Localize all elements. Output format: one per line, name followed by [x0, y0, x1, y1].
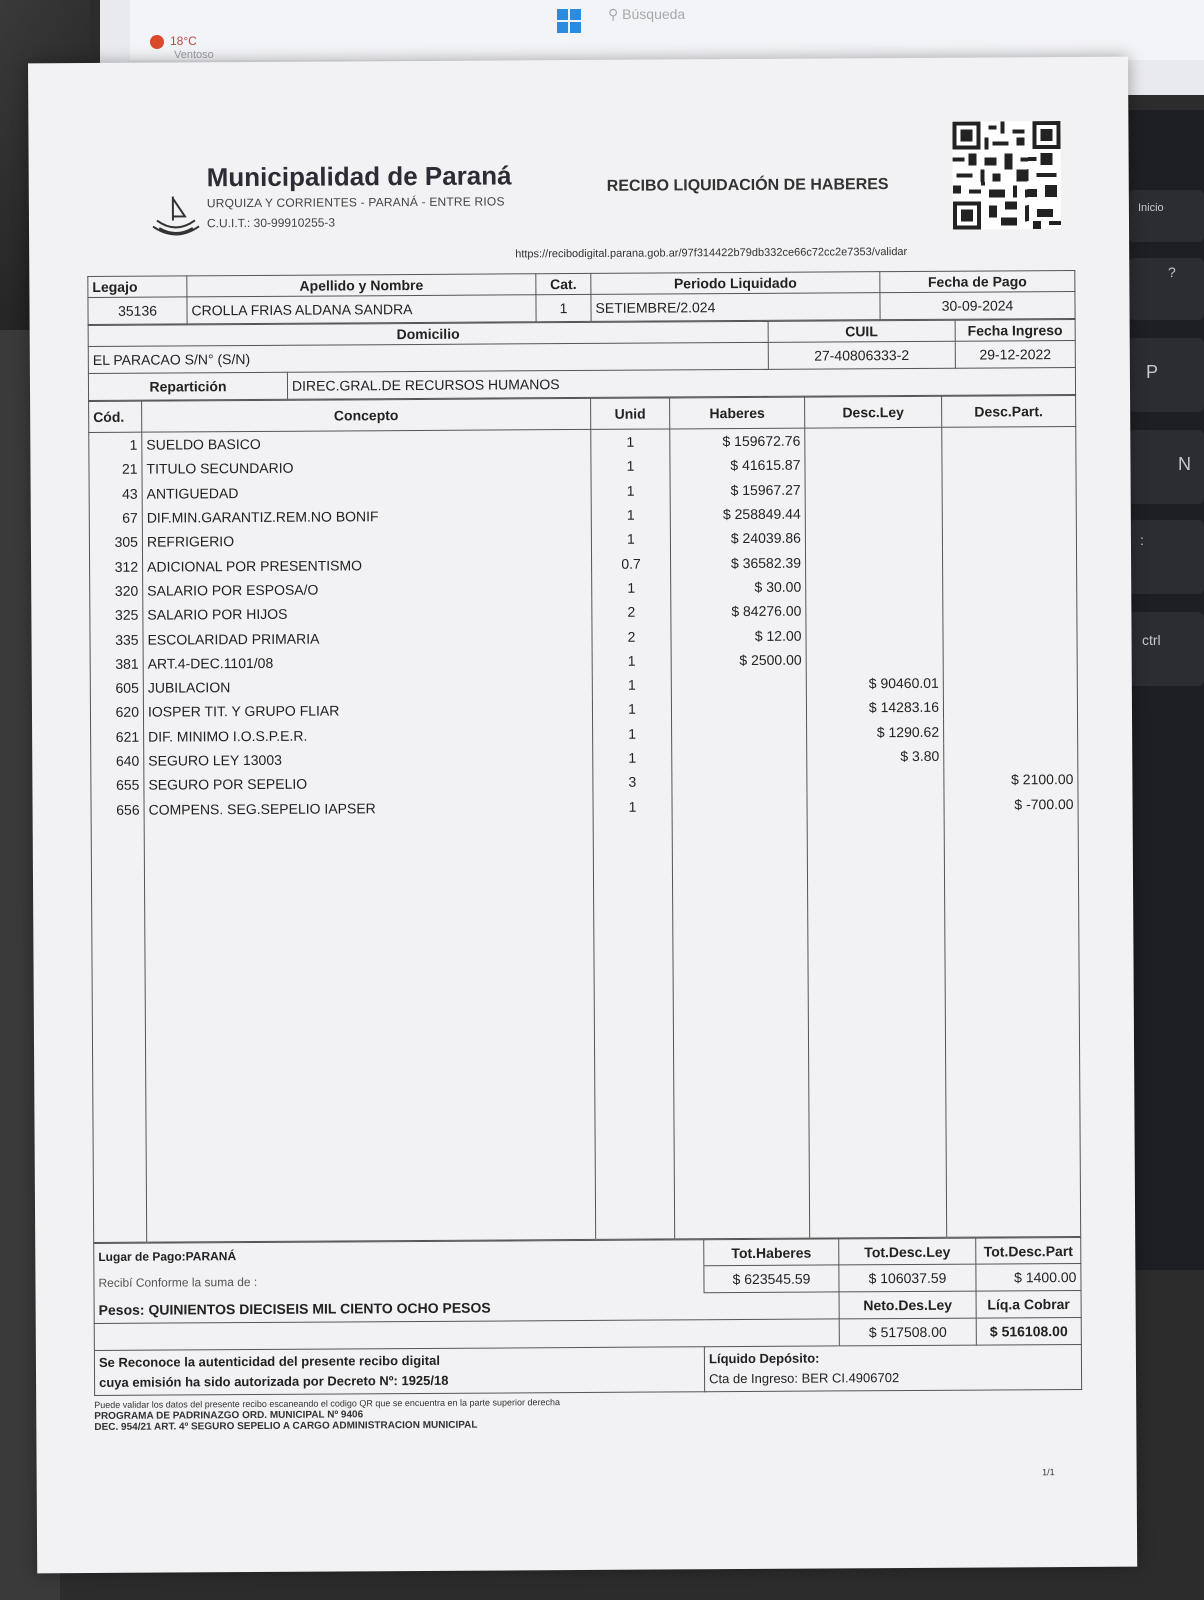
pay-date-label: Fecha de Pago [880, 270, 1075, 292]
item-haberes: $ 2500.00 [671, 647, 806, 672]
item-unid: 1 [592, 575, 671, 600]
item-concepto: SALARIO POR HIJOS [143, 600, 592, 627]
item-unid: 1 [593, 721, 672, 746]
legajo-label: Legajo [88, 276, 187, 298]
item-unid: 1 [593, 794, 672, 819]
item-unid: 1 [591, 502, 670, 527]
auth-line-2: cuya emisión ha sido autorizada por Decreto Nº: 1925/18 [99, 1373, 449, 1391]
employee-info-table [87, 270, 1075, 325]
item-haberes [671, 672, 806, 697]
items-body [89, 426, 1078, 821]
col-cod: Cód. [89, 401, 142, 432]
item-cod: 656 [91, 797, 144, 822]
program-note: PROGRAMA DE PADRINAZGO ORD. MUNICIPAL Nº 9406 [94, 1409, 364, 1423]
document-title: RECIBO LIQUIDACIÓN DE HABERES [606, 176, 889, 195]
tot-desc-ley-value: $ 106037.59 [839, 1264, 976, 1292]
item-unid: 1 [592, 697, 671, 722]
tot-desc-part-label: Tot.Desc.Part [976, 1237, 1081, 1264]
item-desc-ley: $ 1290.62 [807, 719, 944, 744]
item-unid: 2 [592, 624, 671, 649]
item-desc-ley [806, 646, 943, 671]
item-desc-part [943, 621, 1077, 646]
item-haberes [672, 744, 807, 769]
item-desc-ley: $ 3.80 [807, 744, 944, 769]
item-concepto: DIF. MINIMO I.O.S.P.E.R. [144, 721, 593, 748]
item-cod: 21 [89, 457, 142, 482]
col-haberes: Haberes [670, 397, 805, 429]
item-concepto: ART.4-DEC.1101/08 [143, 649, 592, 676]
cta-ingreso: Cta de Ingreso: BER CI.4906702 [709, 1370, 900, 1387]
item-haberes: $ 258849.44 [670, 502, 805, 527]
receipt-header [86, 105, 1087, 276]
item-desc-part [942, 476, 1076, 501]
item-desc-part: $ 2100.00 [944, 767, 1078, 792]
item-desc-part [944, 743, 1078, 768]
pesos-text: Pesos: QUINIENTOS DIECISEIS MIL CIENTO OCHO PESOS [94, 1292, 839, 1324]
item-desc-part [942, 548, 1076, 573]
validate-note: Puede validar los datos del presente recibo escaneando el codigo QR que se encuentra en la parte superior derecha [94, 1397, 561, 1411]
item-desc-ley [805, 549, 942, 574]
item-haberes: $ 36582.39 [671, 550, 806, 575]
totals-table [93, 1237, 1082, 1397]
item-desc-ley [807, 792, 944, 817]
neto-label: Neto.Des.Ley [839, 1291, 976, 1319]
item-desc-part [942, 524, 1076, 549]
key-ctrl[interactable]: ctrl [1128, 612, 1204, 686]
cuil-value: 27-40806333-2 [768, 341, 955, 369]
entry-date-value: 29-12-2022 [955, 340, 1075, 368]
name-value: CROLLA FRIAS ALDANA SANDRA [187, 295, 536, 324]
item-cod: 43 [89, 481, 142, 506]
item-cod: 620 [90, 700, 143, 725]
item-desc-part [942, 500, 1076, 525]
item-concepto: JUBILACION [143, 673, 592, 700]
auth-line-1: Se Reconoce la autenticidad del presente recibo digital [98, 1353, 440, 1371]
cat-value: 1 [536, 294, 591, 321]
municipality-address: URQUIZA Y CORRIENTES - PARANÁ - ENTRE RIOS [206, 194, 505, 211]
item-cod: 67 [89, 506, 142, 531]
lugar-pago: Lugar de Pago:PARANÁ [94, 1240, 704, 1270]
neto-value: $ 517508.00 [839, 1318, 976, 1346]
item-haberes [671, 696, 806, 721]
windows-start-icon[interactable] [557, 9, 581, 33]
item-haberes [672, 720, 807, 745]
tot-haberes-value: $ 623545.59 [704, 1265, 839, 1293]
item-concepto: SALARIO POR ESPOSA/O [143, 576, 592, 603]
item-concepto: IOSPER TIT. Y GRUPO FLIAR [143, 697, 592, 724]
col-unid: Unid [591, 398, 670, 429]
item-haberes: $ 24039.86 [670, 526, 805, 551]
item-unid: 3 [593, 770, 672, 795]
item-haberes: $ 159672.76 [670, 428, 805, 454]
item-desc-part [943, 597, 1077, 622]
item-desc-ley: $ 90460.01 [806, 671, 943, 696]
legajo-value: 35136 [88, 297, 187, 325]
key-colon[interactable]: : [1128, 520, 1204, 594]
key-inicio[interactable]: Inicio [1128, 190, 1204, 242]
page-number: 1/1 [1042, 1467, 1055, 1478]
item-cod: 621 [91, 724, 144, 749]
item-desc-part [944, 719, 1078, 744]
item-haberes: $ 84276.00 [671, 599, 806, 624]
period-value: SETIEMBRE/2.024 [591, 293, 880, 322]
weather-temp: 18°C [170, 34, 197, 48]
col-concepto: Concepto [142, 398, 591, 432]
item-desc-part [943, 694, 1077, 719]
search-placeholder: Búsqueda [622, 6, 686, 22]
liq-value: $ 516108.00 [976, 1318, 1081, 1346]
decree-note: DEC. 954/21 ART. 4º SEGURO SEPELIO A CARGO ADMINISTRACION MUNICIPAL [94, 1419, 478, 1434]
item-unid: 1 [591, 429, 670, 454]
name-label: Apellido y Nombre [187, 274, 536, 297]
item-desc-part [943, 670, 1077, 695]
item-concepto: ANTIGUEDAD [142, 479, 591, 506]
item-desc-part [943, 646, 1077, 671]
item-desc-ley [805, 476, 942, 501]
item-concepto: TITULO SECUNDARIO [142, 454, 591, 481]
entry-date-label: Fecha Ingreso [955, 319, 1075, 341]
item-desc-ley [805, 452, 942, 477]
validation-url[interactable]: https://recibodigital.parana.gob.ar/97f314422b79db332ce66c72cc2e7353/validar [515, 245, 908, 261]
item-desc-ley [806, 622, 943, 647]
item-cod: 320 [90, 578, 143, 603]
item-cod: 312 [90, 554, 143, 579]
key-question[interactable]: ? [1128, 258, 1204, 320]
item-desc-ley [805, 525, 942, 550]
item-concepto: REFRIGERIO [142, 527, 591, 554]
item-concepto: COMPENS. SEG.SEPELIO IAPSER [144, 794, 593, 821]
item-desc-part [942, 451, 1076, 476]
item-desc-ley [805, 427, 942, 453]
item-concepto: SEGURO POR SEPELIO [144, 770, 593, 797]
item-cod: 655 [91, 773, 144, 798]
item-unid: 1 [591, 527, 670, 552]
items-table [88, 395, 1081, 1243]
item-cod: 381 [90, 651, 143, 676]
item-cod: 1 [89, 432, 142, 457]
item-unid: 1 [591, 454, 670, 479]
item-unid: 1 [592, 672, 671, 697]
item-desc-ley [805, 501, 942, 526]
item-concepto: SEGURO LEY 13003 [144, 746, 593, 773]
tot-desc-ley-label: Tot.Desc.Ley [839, 1238, 976, 1265]
address-value: EL PARACAO S/N° (S/N) [88, 342, 768, 373]
key-n[interactable]: N [1128, 430, 1204, 504]
item-unid: 1 [591, 478, 670, 503]
weather-icon [150, 35, 164, 49]
col-desc-part: Desc.Part. [942, 395, 1076, 427]
item-haberes: $ 12.00 [671, 623, 806, 648]
item-cod: 605 [90, 676, 143, 701]
item-unid: 1 [592, 648, 671, 673]
search-icon: ⚲ [608, 6, 619, 22]
item-concepto: ESCOLARIDAD PRIMARIA [143, 624, 592, 651]
receipt-document [86, 105, 1094, 1478]
weather-desc: Ventoso [174, 48, 214, 61]
item-desc-ley [806, 574, 943, 599]
item-desc-ley [807, 768, 944, 793]
item-cod: 325 [90, 603, 143, 628]
pay-date-value: 30-09-2024 [880, 291, 1075, 319]
item-desc-part: $ -700.00 [944, 791, 1078, 816]
item-concepto: DIF.MIN.GARANTIZ.REM.NO BONIF [142, 503, 591, 530]
deposito-label: Líquido Depósito: [708, 1350, 820, 1367]
footer-notes [94, 1394, 1094, 1478]
tot-desc-part-value: $ 1400.00 [976, 1264, 1081, 1292]
items-filler [91, 816, 1081, 1243]
period-label: Periodo Liquidado [591, 272, 880, 295]
weather-widget[interactable] [150, 34, 214, 61]
item-cod: 335 [90, 627, 143, 652]
dept-value: DIREC.GRAL.DE RECURSOS HUMANOS [287, 367, 1075, 399]
municipality-logo [149, 190, 203, 244]
key-p[interactable]: P [1128, 338, 1204, 412]
item-cod: 640 [91, 749, 144, 774]
cuil-label: CUIL [768, 320, 955, 342]
cat-label: Cat. [536, 273, 591, 294]
item-desc-ley [806, 598, 943, 623]
item-unid: 2 [592, 600, 671, 625]
municipality-cuit: C.U.I.T.: 30-99910255-3 [206, 215, 336, 231]
item-haberes [672, 769, 807, 794]
item-haberes: $ 41615.87 [670, 453, 805, 478]
item-unid: 1 [593, 745, 672, 770]
address-label: Domicilio [88, 321, 768, 346]
item-unid: 0.7 [592, 551, 671, 576]
col-desc-ley: Desc.Ley [805, 396, 942, 428]
tot-haberes-label: Tot.Haberes [704, 1239, 839, 1266]
recibi-conforme: Recibí Conforme la suma de : [94, 1266, 704, 1297]
item-concepto: ADICIONAL POR PRESENTISMO [143, 551, 592, 578]
item-desc-ley: $ 14283.16 [806, 695, 943, 720]
item-desc-part [943, 573, 1077, 598]
item-haberes: $ 15967.27 [670, 477, 805, 502]
employee-address-table [88, 319, 1076, 401]
receipt-paper [28, 57, 1137, 1574]
item-desc-part [942, 426, 1076, 452]
item-haberes [672, 793, 807, 818]
item-concepto: SUELDO BASICO [142, 429, 591, 457]
liq-label: Líq.a Cobrar [976, 1291, 1081, 1319]
item-haberes: $ 30.00 [671, 574, 806, 599]
item-cod: 305 [89, 530, 142, 555]
municipality-name: Municipalidad de Paraná [206, 160, 512, 193]
qr-code-icon[interactable] [952, 121, 1061, 230]
dept-label: Repartición [88, 372, 287, 400]
taskbar-search[interactable] [608, 6, 685, 23]
